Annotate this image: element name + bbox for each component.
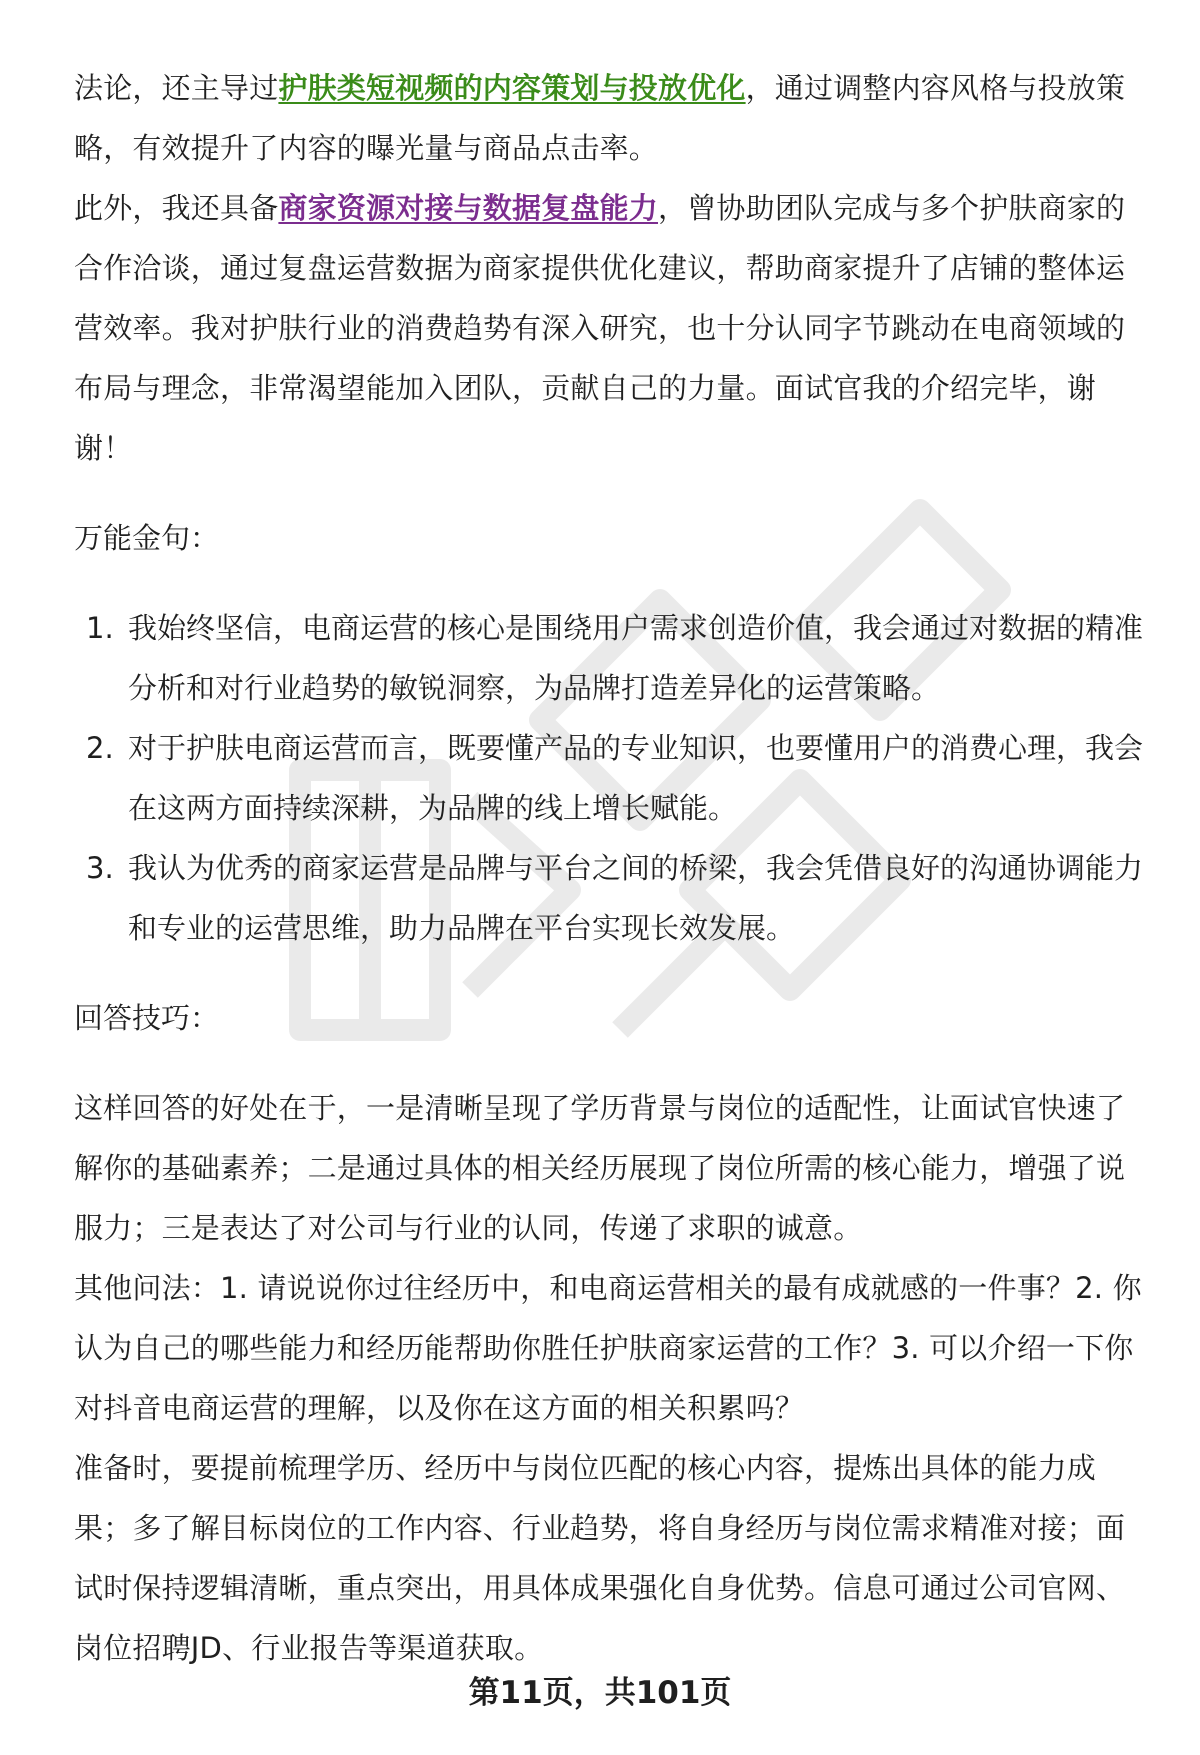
intro-text: ，曾协助团队完成与多个护肤商家的合作洽谈，通过复盘运营数据为商家提供优化建议，帮助商家提升了店铺的整体运营效率。我对护肤行业的消费趋势有深入研究，也十分认同字节跳动在电商领域的布局与理念，非常渴望能加入团队，贡献自己的力量。面试官我的介绍完毕，谢谢！	[74, 191, 1126, 465]
answer-tips-paragraph-2: 其他问法：1. 请说说你过往经历中，和电商运营相关的最有成就感的一件事？2. 你认为自己的哪些能力和经历能帮助你胜任护肤商家运营的工作？3. 可以介绍一下你对抖音电商运营的理解，以及你在这方面的相关积累吗？	[74, 1271, 1142, 1425]
list-number: 1.	[86, 611, 114, 645]
list-number: 2.	[86, 731, 114, 765]
intro-text: ，通过调整内容风格与投放策略，有效提升了内容的曝光量与商品点击率。	[74, 71, 1126, 165]
intro-text: 此外，我还具备	[74, 191, 279, 225]
answer-tips-title: 回答技巧：	[74, 1001, 220, 1035]
highlight-short-video-strategy: 护肤类短视频的内容策划与投放优化	[278, 71, 746, 105]
list-item	[74, 598, 1154, 718]
list-item-text: 对于护肤电商运营而言，既要懂产品的专业知识，也要懂用户的消费心理，我会在这两方面持续深耕，为品牌的线上增长赋能。	[128, 731, 1144, 825]
list-item-text: 我认为优秀的商家运营是品牌与平台之间的桥梁，我会凭借良好的沟通协调能力和专业的运营思维，助力品牌在平台实现长效发展。	[128, 851, 1144, 945]
golden-sentences-title: 万能金句：	[74, 521, 220, 555]
highlight-merchant-resources: 商家资源对接与数据复盘能力	[278, 191, 659, 225]
intro-text: 法论，还主导过	[74, 71, 279, 105]
answer-tips-paragraph-3: 准备时，要提前梳理学历、经历中与岗位匹配的核心内容，提炼出具体的能力成果；多了解目标岗位的工作内容、行业趋势，将自身经历与岗位需求精准对接；面试时保持逻辑清晰，重点突出，用具体成果强化自身优势。信息可通过公司官网、岗位招聘JD、行业报告等渠道获取。	[74, 1451, 1126, 1665]
list-number: 3.	[86, 851, 114, 885]
golden-sentences-list	[74, 598, 1154, 958]
list-item	[74, 718, 1154, 838]
list-item-text: 我始终坚信，电商运营的核心是围绕用户需求创造价值，我会通过对数据的精准分析和对行业趋势的敏锐洞察，为品牌打造差异化的运营策略。	[128, 611, 1144, 705]
document-page	[74, 58, 1154, 1678]
intro-paragraph-1	[74, 58, 1154, 178]
list-item	[74, 838, 1154, 958]
intro-paragraph-2	[74, 178, 1154, 478]
page-number: 第11页，共101页	[468, 1675, 732, 1711]
answer-tips-paragraph-1: 这样回答的好处在于，一是清晰呈现了学历背景与岗位的适配性，让面试官快速了解你的基础素养；二是通过具体的相关经历展现了岗位所需的核心能力，增强了说服力；三是表达了对公司与行业的认同，传递了求职的诚意。	[74, 1091, 1126, 1245]
